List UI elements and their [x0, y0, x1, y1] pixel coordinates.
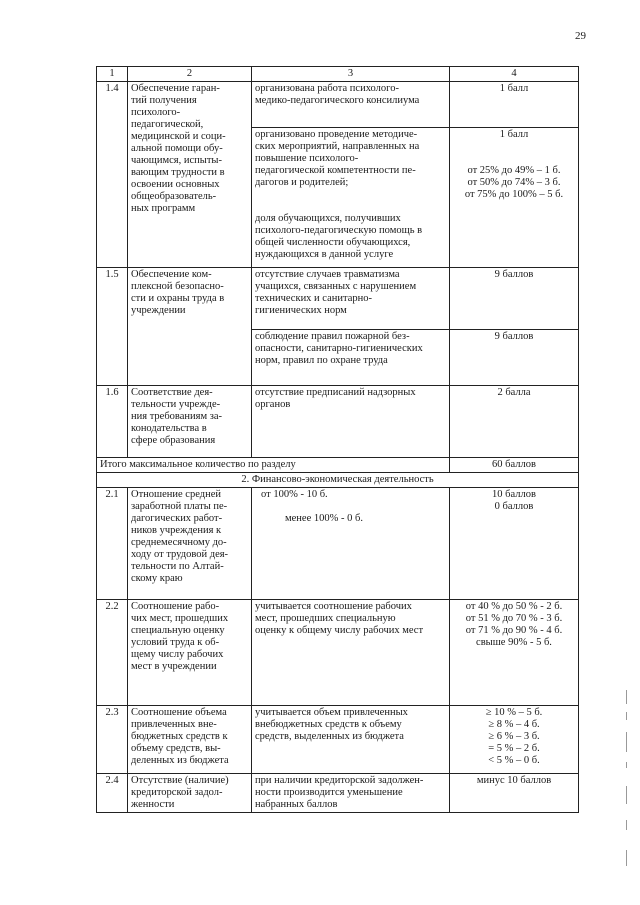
table-row [97, 774, 579, 813]
criterion-cell: учитывается объем привлеченных внебюджетных средств к объему средств, выделенных из бюджета [252, 706, 450, 774]
total-row [97, 458, 579, 473]
criterion-cell: учитывается соотношение рабочих мест, прошедших специальную оценку к общему числу рабочих мест [252, 600, 450, 706]
criteria-table [96, 66, 579, 813]
criterion-text-2: доля обучающихся, получивших психолого-педагогическую помощь в общей численности обучающихся, нуждающихся в данной услуге [255, 213, 423, 260]
total-label: Итого максимальное количество по разделу [97, 458, 450, 473]
row-number: 1.4 [97, 82, 128, 268]
indicator-name: Соотношение рабо- чих мест, прошедших специальную оценку условий труда к об- щему числу рабочих мест в учреждении [128, 600, 252, 706]
table-row [97, 488, 579, 600]
criterion-cell [252, 488, 450, 600]
total-value: 60 баллов [450, 458, 579, 473]
criterion-cell: при наличии кредиторской задолжен- ности производится уменьшение набранных баллов [252, 774, 450, 813]
header-col-4: 4 [450, 67, 579, 82]
criterion-cell: отсутствие предписаний надзорных органов [252, 386, 450, 458]
row-number: 2.2 [97, 600, 128, 706]
score-cell [450, 128, 579, 268]
indicator-name: Отсутствие (наличие) кредиторской задол- женности [128, 774, 252, 813]
score-cell: 9 баллов [450, 268, 579, 330]
scan-edge-marks [626, 690, 630, 890]
score-cell: 1 балл [450, 82, 579, 128]
indicator-name: Обеспечение ком- плексной безопасно- сти и охраны труда в учреждении [128, 268, 252, 386]
score-text: 1 балл [499, 129, 529, 140]
criterion-text-2: менее 100% - 0 б. [285, 513, 363, 524]
score-text-2: от 25% до 49% – 1 б. от 50% до 74% – 3 б. от 75% до 100% – 5 б. [464, 165, 564, 200]
indicator-name: Соотношение объема привлеченных вне- бюджетных средств к объему средств, вы- деленных из бюджета [128, 706, 252, 774]
score-cell: 2 балла [450, 386, 579, 458]
score-cell: 10 баллов 0 баллов [450, 488, 579, 600]
table-row [97, 600, 579, 706]
score-cell: 9 баллов [450, 330, 579, 386]
section-title: 2. Финансово-экономическая деятельность [97, 473, 579, 488]
header-col-2: 2 [128, 67, 252, 82]
table-row [97, 706, 579, 774]
score-cell: ≥ 10 % – 5 б. ≥ 8 % – 4 б. ≥ 6 % – 3 б. = 5 % – 2 б. < 5 % – 0 б. [450, 706, 579, 774]
row-number: 2.3 [97, 706, 128, 774]
row-number: 1.6 [97, 386, 128, 458]
criterion-cell: отсутствие случаев травматизма учащихся, связанных с нарушением технических и санитарно- гигиенических норм [252, 268, 450, 330]
page-number: 29 [575, 30, 586, 42]
section-title-row [97, 473, 579, 488]
score-cell: минус 10 баллов [450, 774, 579, 813]
table-header-row [97, 67, 579, 82]
row-number: 1.5 [97, 268, 128, 386]
criterion-cell: организована работа психолого- медико-педагогического консилиума [252, 82, 450, 128]
criterion-text: организовано проведение методиче- ских мероприятий, направленных на повышение психолого- педагогической компетентности пе- дагогов и родителей; [255, 129, 420, 188]
table-row [97, 82, 579, 128]
indicator-name: Отношение средней заработной платы пе- дагогических работ- ников учреждения к среднемесячному до- ходу от трудовой дея- тельности по Алтай- скому краю [128, 488, 252, 600]
criterion-text: от 100% - 10 б. [261, 489, 328, 500]
table-row [97, 386, 579, 458]
header-col-1: 1 [97, 67, 128, 82]
indicator-name: Соответствие дея- тельности учрежде- ния требованиям за- конодательства в сфере образования [128, 386, 252, 458]
header-col-3: 3 [252, 67, 450, 82]
table-row [97, 268, 579, 330]
row-number: 2.1 [97, 488, 128, 600]
criterion-cell: соблюдение правил пожарной без- опасности, санитарно-гигиенических норм, правил по охране труда [252, 330, 450, 386]
row-number: 2.4 [97, 774, 128, 813]
criterion-cell [252, 128, 450, 268]
indicator-name: Обеспечение гаран- тий получения психолого- педагогической, медицинской и соци- альной помощи обу- чающимся, испыты- вающим трудности в освоении основных общеобразователь- ных программ [128, 82, 252, 268]
score-cell: от 40 % до 50 % - 2 б. от 51 % до 70 % - 3 б. от 71 % до 90 % - 4 б. свыше 90% - 5 б. [450, 600, 579, 706]
